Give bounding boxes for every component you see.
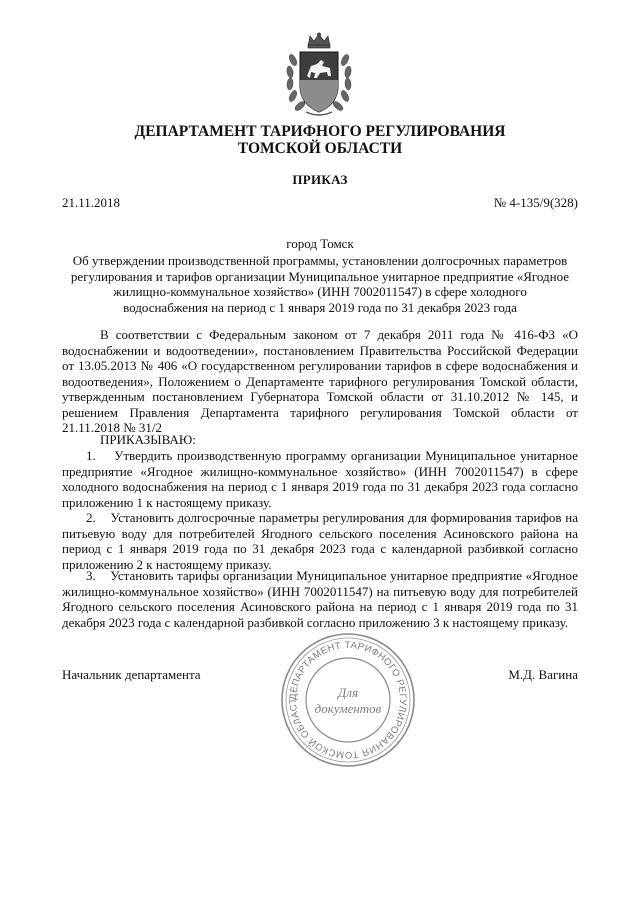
signer-name: М.Д. Вагина [508, 667, 578, 682]
stamp-ring-text: ДЕПАРТАМЕНТ ТАРИФНОГО РЕГУЛИРОВАНИЯ ТОМСКОЙ ОБЛАСТ [287, 639, 409, 761]
order-word: ПРИКАЗЫВАЮ: [100, 432, 196, 447]
document-number: № 4-135/9(328) [493, 195, 578, 210]
official-stamp [278, 630, 418, 770]
document-type: ПРИКАЗ [292, 172, 348, 187]
order-item-3: 3. Установить тарифы организации Муниципальное унитарное предприятие «Ягодное жилищно-коммунальное хозяйство» (ИНН 7002011547) на питьевую воду для потребителей Ягодного сельского поселения Асиновского района на период с 1 января 2019 года по 31 декабря 2023 года с календарной разбивкой согласно приложению 3 к настоящему приказу. [62, 568, 578, 630]
order-item-1: 1. Утвердить производственную программу организации Муниципальное унитарное предприятие «Ягодное жилищно-коммунальное хозяйство» (ИНН 7002011547) в сфере холодного водоснабжения на период с 1 января 2019 года по 31 декабря 2023 года согласно приложению 1 к настоящему приказу. [62, 448, 578, 510]
legal-basis-paragraph: В соответствии с Федеральным законом от 7 декабря 2011 года № 416-ФЗ «О водоснабжении и водоотведении», постановлением Правительства Российской Федерации от 13.05.2013 № 406 «О государственном регулировании тарифов в сфере водоснабжения и водоотведения», Положением о Департаменте тарифного регулирования Томской области, утвержденным постановлением Губернатора Томской области от 31.10.2012 № 145, и решением Правления Департамента тарифного регулирования Томской области от 21.11.2018 № 31/2 [62, 327, 578, 435]
stamp-center-line2: документов [314, 701, 382, 716]
org-name-line2: ТОМСКОЙ ОБЛАСТИ [237, 140, 403, 157]
document-city: город Томск [286, 236, 354, 251]
document-subject: Об утверждении производственной программы, установлении долгосрочных параметров регулирования и тарифов организации Муниципальное унитарное предприятие «Ягодное жилищно-коммунальное хозяйство» (ИНН 7002011547) в сфере холодного водоснабжения на период с 1 января 2019 года по 31 декабря 2023 года [70, 253, 570, 315]
coat-of-arms-emblem [284, 32, 354, 118]
tomsk-coat-of-arms-icon [284, 32, 354, 118]
document-date: 21.11.2018 [62, 195, 121, 210]
signer-title: Начальник департамента [62, 667, 201, 682]
stamp-center-line1: Для [338, 685, 358, 700]
order-item-2: 2. Установить долгосрочные параметры регулирования для формирования тарифов на питьевую воду для потребителей Ягодного сельского поселения Асиновского района на период с 1 января 2019 года по 31 декабря 2023 года с календарной разбивкой согласно приложению 2 к настоящему приказу. [62, 510, 578, 572]
stamp-seal-icon [278, 630, 418, 770]
org-name-line1: ДЕПАРТАМЕНТ ТАРИФНОГО РЕГУЛИРОВАНИЯ [134, 123, 506, 140]
